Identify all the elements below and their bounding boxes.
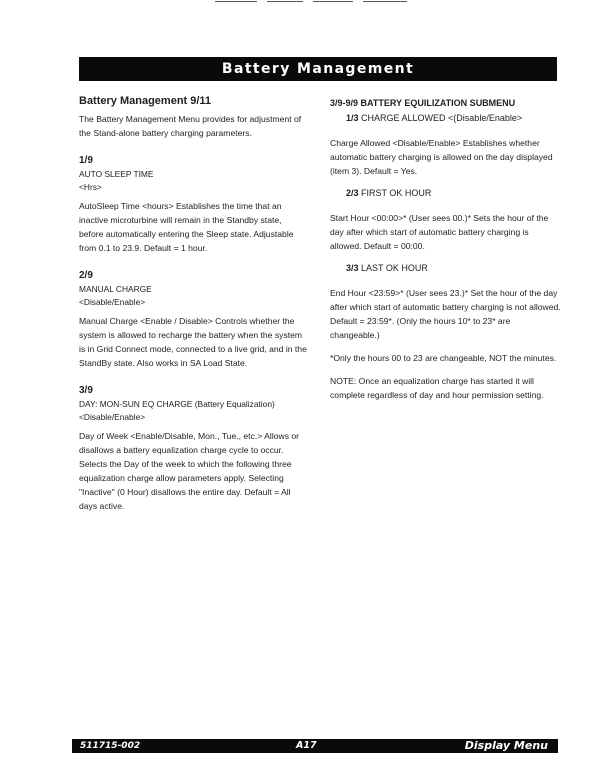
submenu-item-label: LAST OK HOUR	[361, 263, 428, 273]
submenu-item-description: Start Hour <00:00>* (User sees 00.)* Sets the hour of the day after which start of automatic battery charging is allowed. Default = 00:00.	[330, 213, 549, 251]
intro-text: The Battery Management Menu provides for adjustment of the Stand-alone battery charging parameters.	[79, 114, 302, 138]
item-description: Day of Week <Enable/Disable, Mon., Tue., etc.> Allows or disallows a battery equalization charge cycle to occur. Selects the Day of the week to which the following three equalization charge allow parameters apply. Selecting "Inactive" (0 Hour) disallows the entire day. Default = All days active.	[79, 431, 300, 511]
note: NOTE: Once an equalization charge has started it will complete regardless of day and hour permission setting.	[330, 376, 544, 400]
submenu-item-number: 2/3	[346, 188, 359, 198]
section-name: Display Menu	[464, 739, 548, 752]
right-column	[330, 97, 562, 402]
item-number: 1/9	[79, 155, 93, 166]
item-name: MANUAL CHARGE	[79, 284, 152, 294]
item-name: AUTO SLEEP TIME	[79, 169, 154, 179]
left-column	[79, 93, 307, 513]
item-description: AutoSleep Time <hours> Establishes the time that an inactive microturbine will remain in the Standby state, before automatically entering the Sleep state. Adjustable from 0.1 to 23.9. Default = 1 hour.	[79, 201, 294, 253]
page-footer	[72, 739, 558, 753]
submenu-item-last-ok-hour	[330, 262, 562, 342]
item-number: 2/9	[79, 270, 93, 281]
menu-item-manual-charge	[79, 269, 307, 370]
item-description: Manual Charge <Enable / Disable> Controls whether the system is allowed to recharge the battery when the system is in Grid Connect mode, connected to a live grid, and in the StandBy state. Also works in SA Load State.	[79, 316, 307, 368]
footnote: *Only the hours 00 to 23 are changeable, NOT the minutes.	[330, 353, 557, 363]
page-title: Battery Management	[79, 57, 557, 81]
submenu-item-title	[346, 187, 562, 200]
submenu-item-number: 1/3	[346, 113, 359, 123]
submenu-item-charge-allowed	[330, 112, 562, 178]
submenu-item-title	[346, 262, 562, 275]
section-heading: Battery Management 9/11	[79, 95, 212, 107]
menu-item-eq-charge-day	[79, 384, 307, 513]
item-options: <Hrs>	[79, 182, 102, 192]
document-number: 511715-002	[80, 741, 141, 751]
submenu-item-title	[346, 112, 562, 125]
scan-edge-marks	[215, 0, 415, 4]
submenu-heading: 3/9-9/9 BATTERY EQUILIZATION SUBMENU	[330, 98, 516, 108]
item-options: <Disable/Enable>	[79, 297, 146, 307]
menu-item-auto-sleep-time	[79, 154, 307, 255]
page-number: A17	[296, 740, 317, 751]
submenu-item-label: FIRST OK HOUR	[361, 188, 432, 198]
submenu-item-description: Charge Allowed <Disable/Enable> Establishes whether automatic battery charging is allowed on the day displayed (item 3). Default = Yes.	[330, 138, 553, 176]
item-options: <Disable/Enable>	[79, 412, 146, 422]
submenu-item-number: 3/3	[346, 263, 359, 273]
submenu-item-description: End Hour <23:59>* (User sees 23.)* Set the hour of the day after which start of automatic battery charging is not allowed. Default = 23:59*. (Only the hours 10* to 23* are changeable.)	[330, 288, 561, 340]
item-number: 3/9	[79, 385, 93, 396]
submenu-item-label: CHARGE ALLOWED <(Disable/Enable>	[361, 113, 523, 123]
submenu-item-first-ok-hour	[330, 187, 562, 253]
item-name: DAY: MON-SUN EQ CHARGE (Battery Equalization)	[79, 399, 275, 409]
